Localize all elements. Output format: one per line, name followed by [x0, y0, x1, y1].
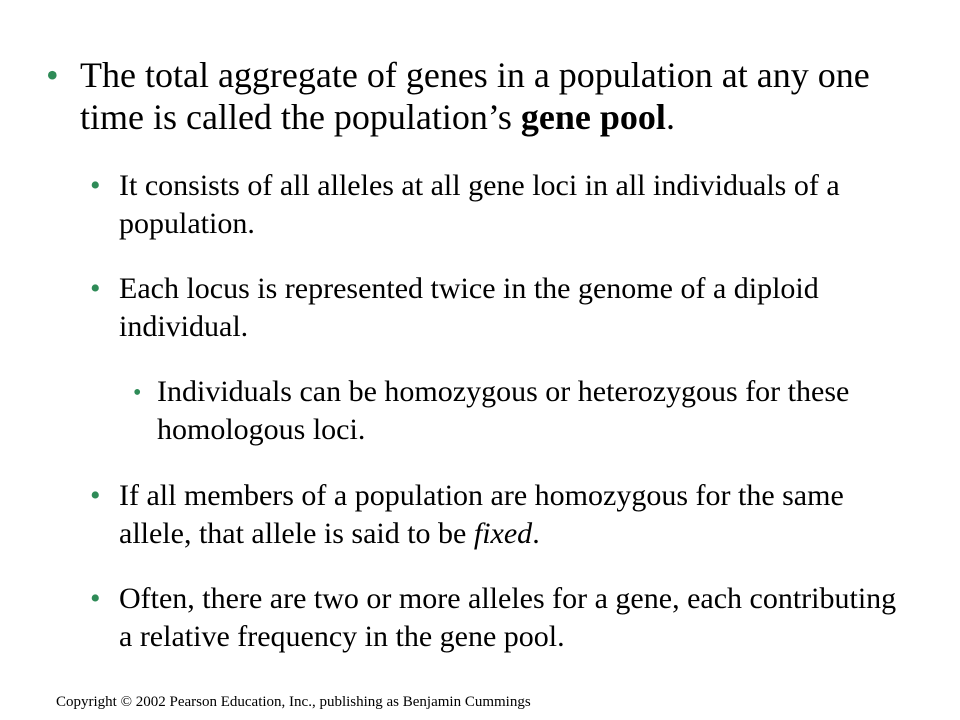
- bullet-icon: •: [90, 582, 101, 615]
- bullet-alleles: [90, 167, 900, 243]
- bullet-text-part: .: [665, 97, 675, 137]
- bullet-locus: [90, 270, 900, 346]
- copyright-footer: Copyright © 2002 Pearson Education, Inc., publishing as Benjamin Cummings: [56, 694, 531, 710]
- bullet-fixed: [90, 477, 900, 553]
- term-gene-pool: gene pool: [520, 97, 666, 137]
- bullet-icon: •: [90, 169, 101, 202]
- bullet-icon: •: [46, 55, 59, 95]
- bullet-text: It consists of all alleles at all gene loci in all individuals of a population.: [119, 169, 840, 240]
- bullet-icon: •: [90, 479, 101, 512]
- bullet-gene-pool: [46, 54, 926, 138]
- bullet-text: [119, 477, 900, 553]
- bullet-frequency: [90, 580, 900, 656]
- bullet-text-part: .: [532, 517, 540, 550]
- bullet-homozygous: [133, 373, 903, 449]
- bullet-icon: •: [133, 380, 142, 406]
- bullet-icon: •: [90, 272, 101, 305]
- bullet-text-part: If all members of a population are homozygous for the same allele, that allele is said to be: [119, 479, 844, 550]
- term-fixed: fixed: [473, 517, 533, 550]
- bullet-text: Individuals can be homozygous or heterozygous for these homologous loci.: [157, 375, 850, 446]
- bullet-text: Often, there are two or more alleles for a gene, each contributing a relative frequency in the gene pool.: [119, 582, 897, 653]
- bullet-text: Each locus is represented twice in the genome of a diploid individual.: [119, 272, 819, 343]
- bullet-text: [80, 54, 926, 138]
- bullet-text-part: The total aggregate of genes in a population at any one time is called the population’s: [80, 55, 870, 137]
